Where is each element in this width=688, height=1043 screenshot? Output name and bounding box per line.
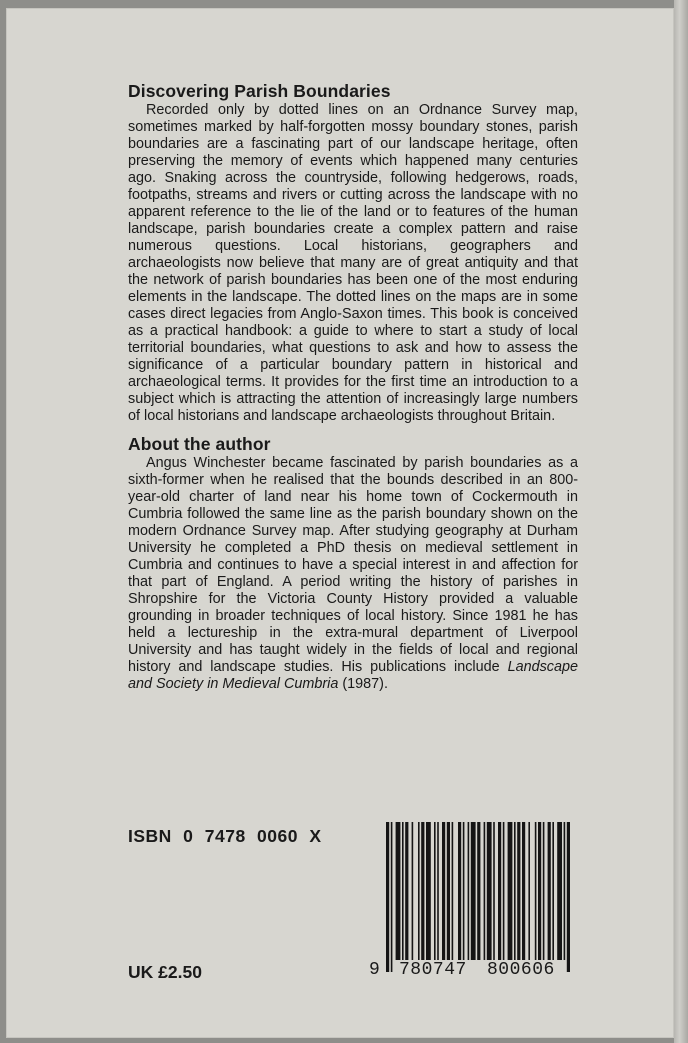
book-description-text: Recorded only by dotted lines on an Ordnance Survey map, sometimes marked by half-forgotten mossy boundary stones, parish boundaries are a fascinating part of our landscape heritage, often preserving the memory of events which happened many centuries ago. Snaking across the countryside, following hedgerows, roads, footpaths, streams and rivers or cutting across the landscape with no apparent reference to the lie of the land or to features of the human landscape, parish boundaries create a complex pattern and raise numerous questions. Local historians, geographers and archaeologists now believe that many are of great antiquity and that the network of parish boundaries has been one of the most enduring elements in the landscape. The dotted lines on the maps are in some cases direct legacies from Anglo-Saxon times. This book is conceived as a practical handbook: a guide to where to start a study of local territorial boundaries, what questions to ask and how to assess the significance of a particular boundary pattern in historical and archaeological terms. It provides for the first time an introduction to a subject which is attracting the attention of increasingly large numbers of local historians and landscape archaeologists throughout Britain.: [128, 102, 578, 424]
barcode-bar: [434, 822, 436, 960]
author-bio-text: Angus Winchester became fascinated by parish boundaries as a sixth-former when he realised that the bounds described in an 800-year-old charter of land near his home town of Cockermouth in Cumbria followed the same line as the parish boundary shown on the modern Ordnance Survey map. After studying geography at Durham University he completed a PhD thesis on medieval settlement in Cumbria and continues to have a special interest in and affection for that part of England. A period writing the history of parishes in Shropshire for the Victoria County History provided a valuable grounding in broader techniques of local history. Since 1981 he has held a lectureship in the extra-mural department of Liverpool University and has taught widely in the fields of local and regional history and landscape studies. His publications include: [128, 455, 578, 675]
barcode-bar: [402, 822, 404, 960]
barcode-bar: [471, 822, 476, 960]
book-heading: Discovering Parish Boundaries: [128, 81, 391, 101]
book-description: [128, 102, 578, 425]
barcode-bar: [447, 822, 450, 960]
barcode-bar: [437, 822, 439, 960]
barcode-bar: [487, 822, 492, 960]
barcode-bar: [548, 822, 551, 960]
barcode-digit-first: 9: [369, 960, 381, 980]
barcode-bar: [405, 822, 408, 960]
barcode-bar: [498, 822, 501, 960]
barcode-bar: [396, 822, 401, 960]
barcode-bar: [567, 822, 570, 972]
barcode-bar: [468, 822, 470, 960]
publication-year: (1987).: [342, 676, 388, 692]
page-edge: [674, 0, 688, 1043]
barcode-bar: [421, 822, 424, 960]
price-label: UK £2.50: [128, 962, 202, 982]
barcode-bar: [442, 822, 445, 960]
barcode-bar: [418, 822, 420, 960]
barcode-bars: [368, 822, 580, 972]
author-heading: About the author: [128, 434, 271, 454]
barcode-group-left: 780747: [399, 960, 467, 980]
barcode-bar: [528, 822, 530, 972]
barcode-bar: [452, 822, 454, 960]
barcode-bar: [514, 822, 516, 960]
barcode-bar: [522, 822, 525, 972]
barcode-bar: [426, 822, 431, 960]
barcode-bar: [557, 822, 562, 960]
barcode-bar: [484, 822, 486, 960]
barcode-digits: [368, 960, 580, 986]
barcode-bar: [458, 822, 461, 960]
barcode-bar: [508, 822, 513, 960]
barcode-bar: [564, 822, 566, 960]
barcode-bar: [538, 822, 541, 960]
publication-title: Landscape and Society in Medieval Cumbria: [128, 659, 579, 692]
barcode-bar: [386, 822, 389, 972]
cover-text-block: [128, 80, 578, 693]
barcode-bar: [543, 822, 545, 960]
isbn-label: ISBN 0 7478 0060 X: [128, 826, 322, 846]
barcode-bar: [477, 822, 480, 960]
barcode-bar: [391, 822, 393, 972]
barcode-bar: [503, 822, 505, 960]
barcode-bar: [552, 822, 554, 960]
barcode-group-right: 800606: [487, 960, 555, 980]
barcode-bar: [412, 822, 414, 960]
author-bio: [128, 455, 578, 693]
barcode-bar: [517, 822, 520, 960]
barcode: [368, 822, 580, 990]
barcode-bar: [493, 822, 495, 960]
barcode-bar: [463, 822, 465, 960]
barcode-bar: [535, 822, 537, 960]
